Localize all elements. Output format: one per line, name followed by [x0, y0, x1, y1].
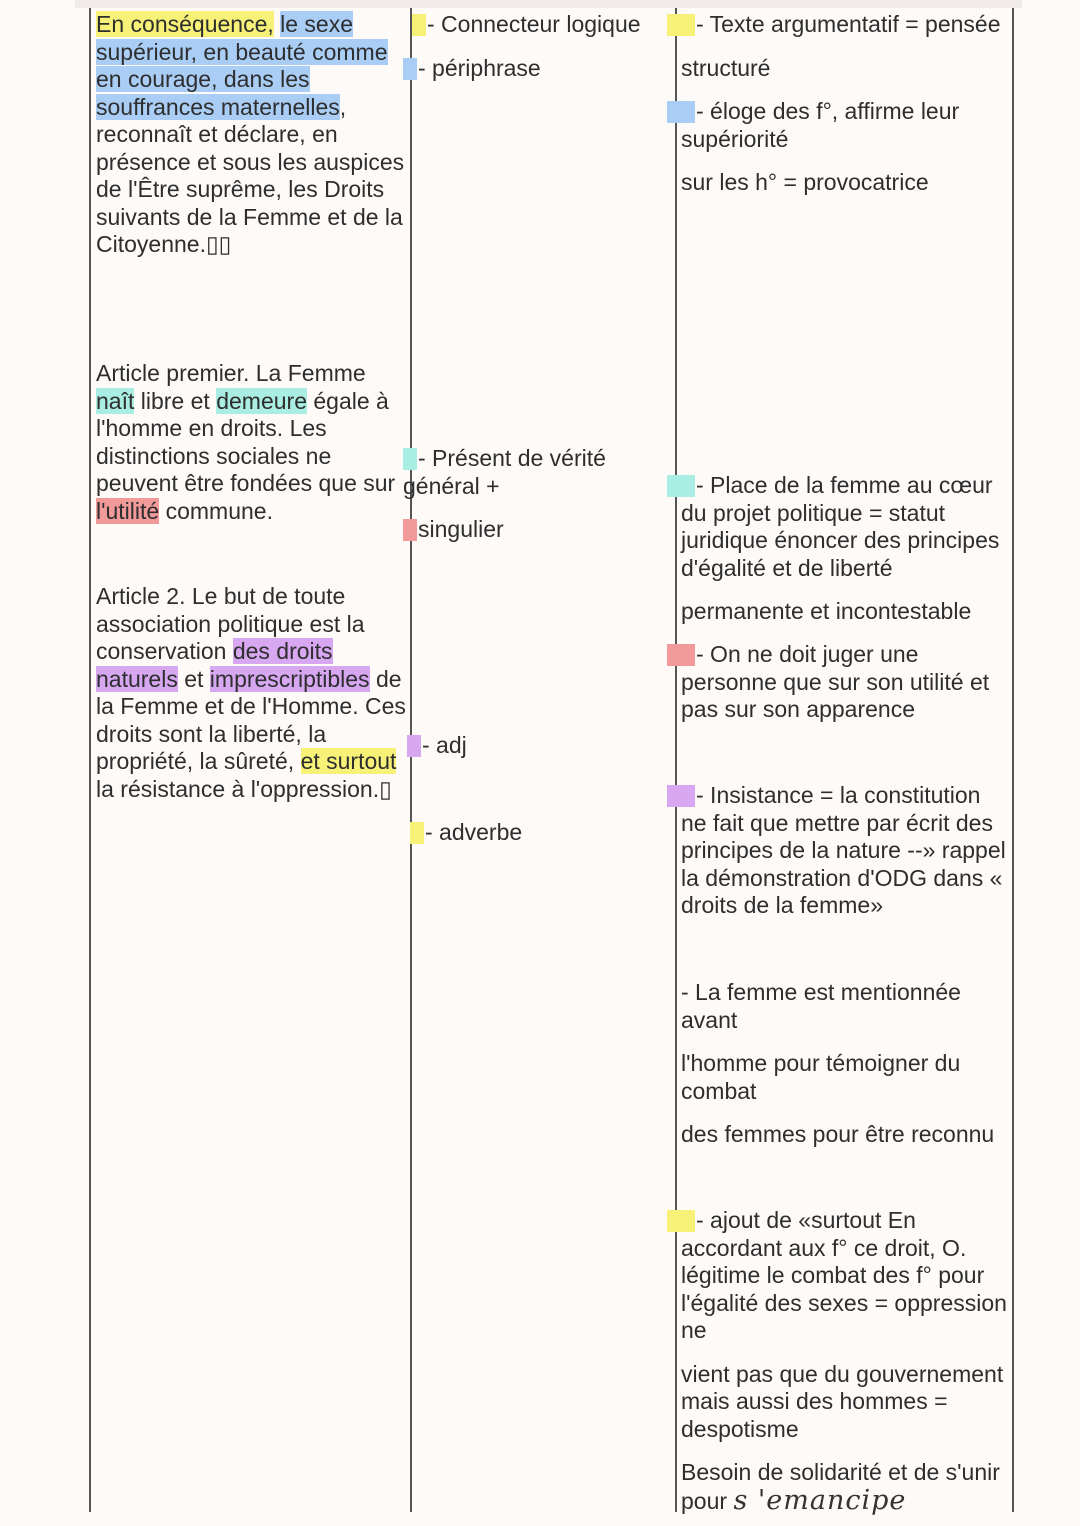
intro-text: reconnaît et déclare, en présence et sous les auspices de l'Être suprême, les Droits suivants de la Femme et de la Citoyenne.▯▯: [96, 121, 405, 257]
highlight-singulier: l'utilité: [96, 497, 160, 524]
top-bar: [75, 0, 1022, 8]
highlight-periphrase: supérieur, en beauté comme: [96, 38, 388, 65]
column-divider-right-a: [675, 8, 677, 1512]
red-marker-icon: [667, 644, 695, 666]
purple-marker-icon: [407, 735, 421, 757]
blue-marker-icon: [667, 101, 695, 123]
yellow-marker-icon: [410, 822, 424, 844]
yellow-marker-icon: [412, 14, 426, 36]
column-divider-middle: [410, 8, 412, 1512]
paragraph-intro: En conséquence, le sexe supérieur, en beauté comme en courage, dans les souffrances maternelles, reconnaît et déclare, en présence et sous les auspices de l'Être suprême, les Droits suivants de la Femme et de la Citoyenne.▯▯: [96, 11, 405, 257]
interpretation-eloge: - éloge des f°, affirme leur supériorité sur les h° = provocatrice: [681, 98, 1011, 197]
text-column-p3: [96, 583, 408, 803]
highlight-present: naît: [96, 387, 135, 414]
column-divider-right-b: [1012, 8, 1014, 1512]
highlight-periphrase: en courage, dans les: [96, 66, 310, 92]
blue-marker-icon: [403, 58, 417, 80]
yellow-marker-icon: [667, 14, 695, 36]
purple-marker-icon: [667, 785, 695, 807]
red-marker-icon: [403, 519, 417, 541]
annotation-adj: - adj: [407, 732, 673, 760]
highlight-connecteur: En conséquence,: [96, 11, 274, 37]
annotation-connecteur: - Connecteur logique: [412, 11, 674, 39]
column-divider-left: [89, 8, 91, 1512]
teal-marker-icon: [667, 475, 695, 497]
interpretation-ajout: - ajout de «surtout En accordant aux f° ce droit, O. légitime le combat des f° pour l'égalité des sexes = oppression ne vient pas que du gouvernement mais aussi des hommes = despotisme Besoin de solidarité et de s'unir pour s 'emancipe: [681, 1207, 1011, 1515]
highlight-adj: naturels: [96, 665, 178, 692]
text-column-p1: [96, 11, 408, 259]
interpretation-mentionnee: - La femme est mentionnée avant l'homme pour témoigner du combat des femmes pour être reconnu: [681, 979, 995, 1147]
annotation-periphrase: - périphrase: [403, 55, 673, 83]
interpretation-place: - Place de la femme au cœur du projet politique = statut juridique énoncer des principes d'égalité et de liberté permanente et incontestable: [681, 472, 1011, 626]
highlight-present: demeure: [216, 387, 307, 414]
highlight-adj: des droits: [232, 638, 333, 664]
annotation-present: - Présent de vérité général +: [403, 445, 606, 499]
interpretation-insistance: - Insistance = la constitution ne fait que mettre par écrit des principes de la nature --» rappel la démonstration d'ODG dans « droits de la femme»: [681, 782, 1011, 920]
highlight-periphrase: souffrances maternelles: [96, 93, 340, 120]
paragraph-article-2: Article 2. Le but de toute association politique est la conservation des droits naturels et imprescriptibles de la Femme et de l'Homme. Ces droits sont la liberté, la propriété, la sûreté, et surtout la résistance à l'oppression.▯: [96, 583, 406, 802]
interpretation-juger: - On ne doit juger une personne que sur son utilité et pas sur son apparence: [681, 641, 1011, 724]
text-column-p2: [96, 360, 408, 525]
teal-marker-icon: [403, 448, 417, 470]
interpretation-texte: - Texte argumentatif = pensée structuré: [681, 11, 1011, 82]
handwritten-note: s 'emancipe: [733, 1484, 907, 1516]
annotation-singulier: singulier: [403, 516, 673, 544]
highlight-adverbe: et surtout: [300, 748, 397, 774]
highlight-adj: imprescriptibles: [209, 665, 370, 692]
paragraph-article-1: Article premier. La Femme naît libre et demeure égale à l'homme en droits. Les distinctions sociales ne peuvent être fondées que sur l'utilité commune.: [96, 360, 396, 524]
annotation-adverbe: - adverbe: [410, 819, 673, 847]
highlight-periphrase: le sexe: [280, 11, 354, 37]
yellow-marker-icon: [667, 1210, 695, 1232]
